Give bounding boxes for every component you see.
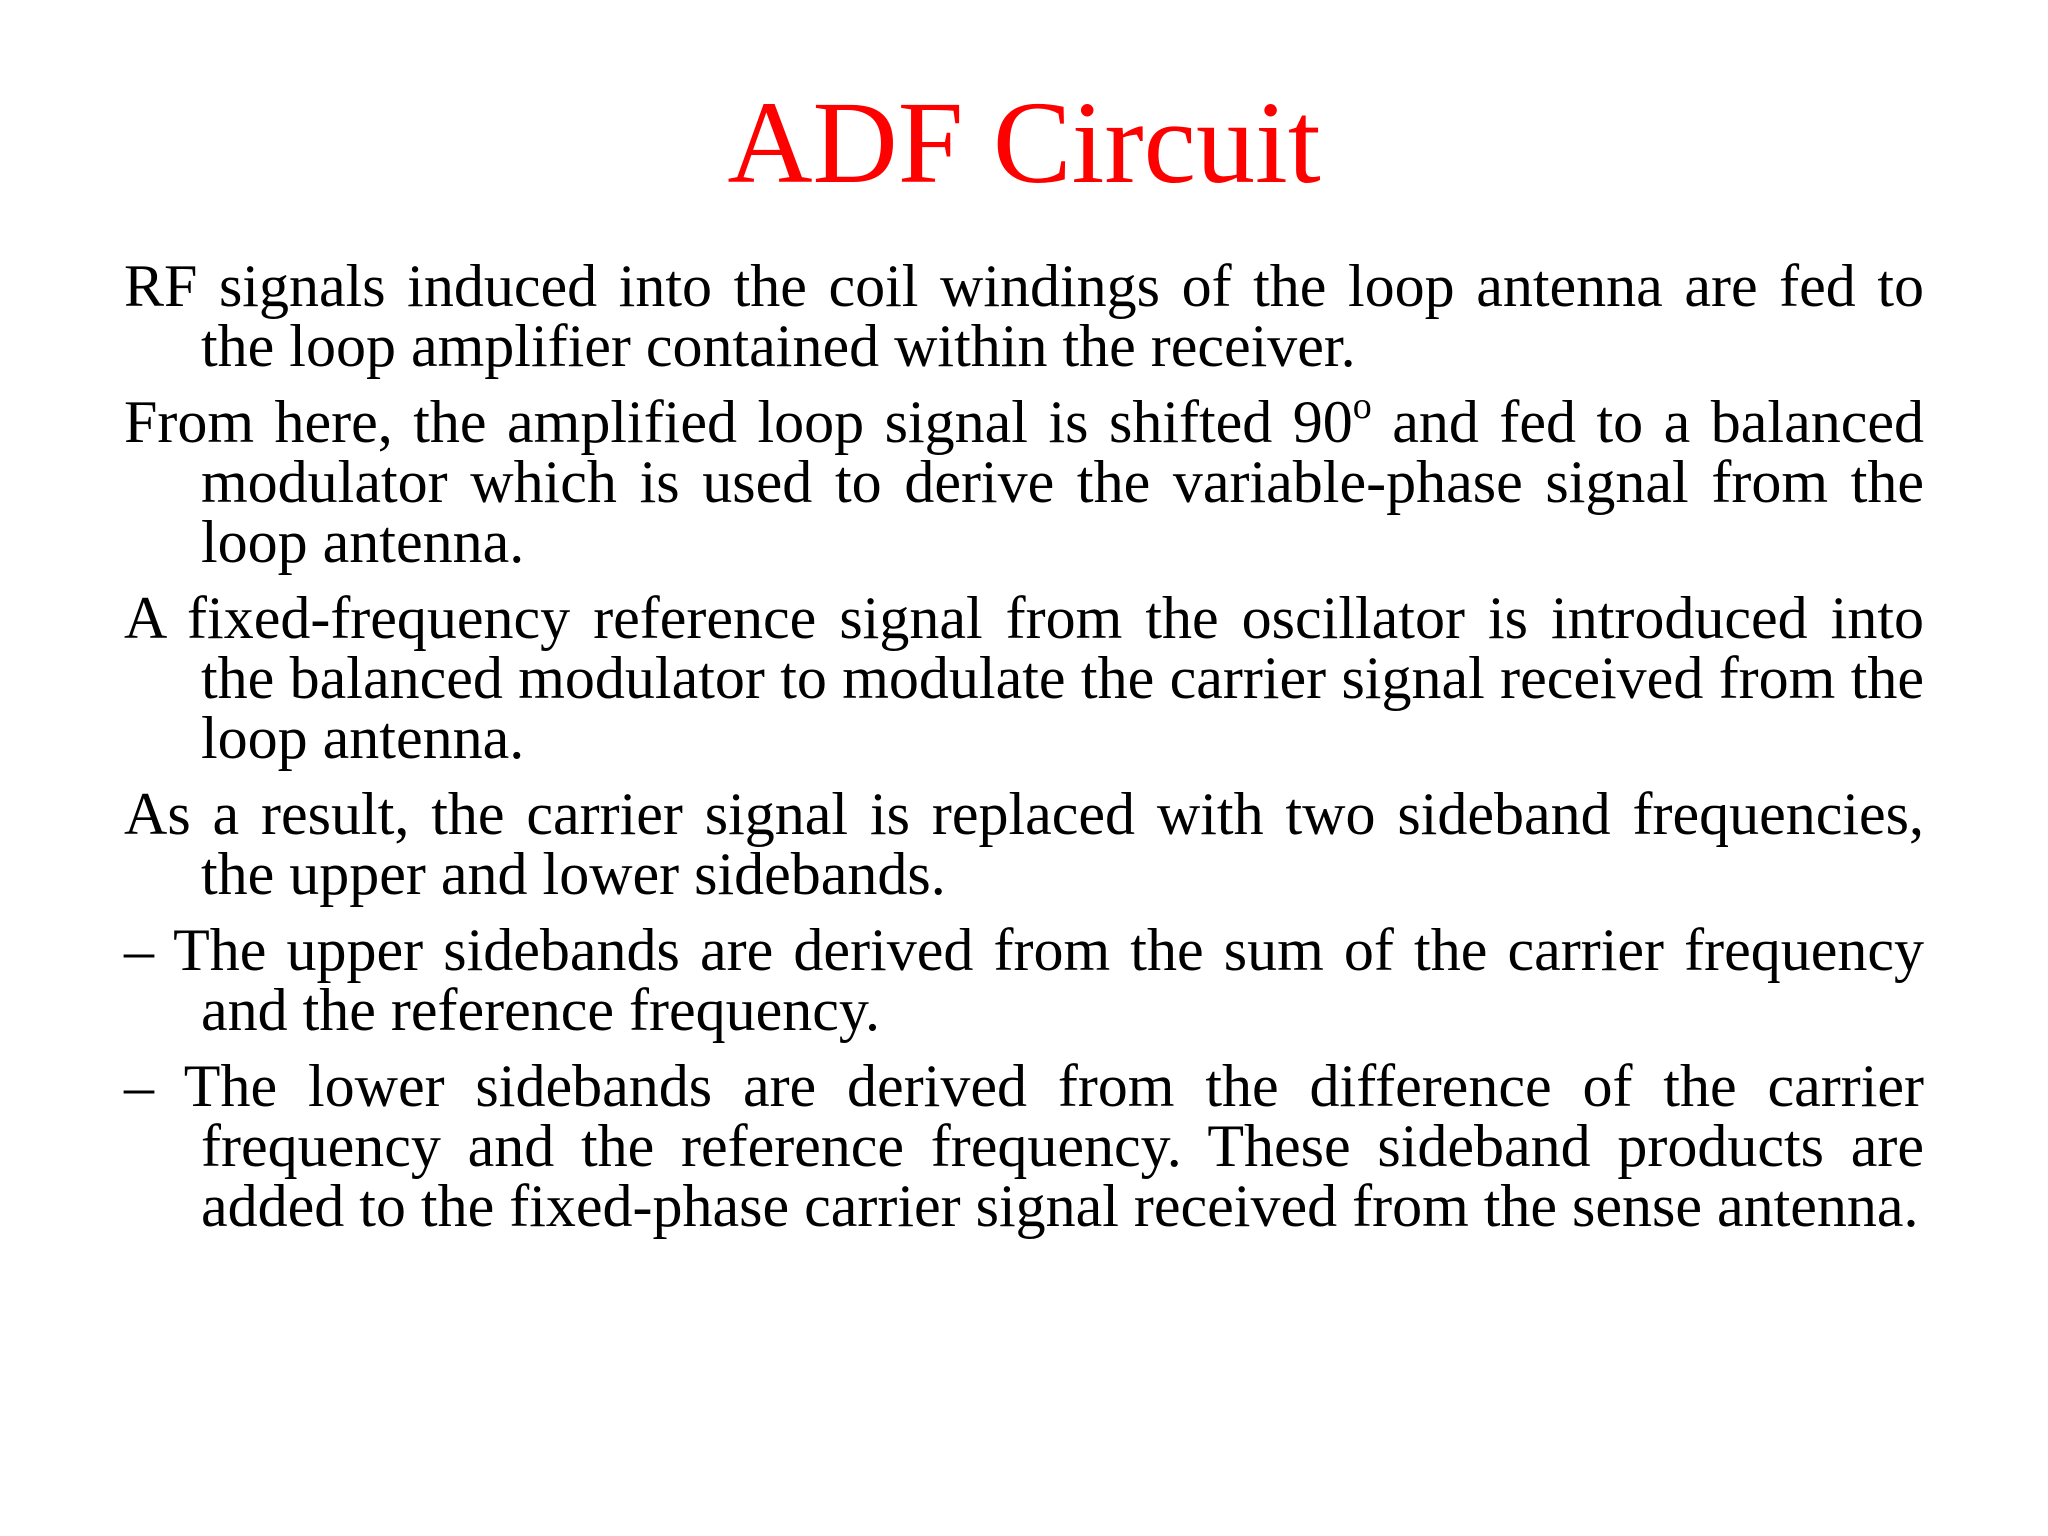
paragraph-rf-signals: RF signals induced into the coil windings of the loop antenna are fed to the loop amplifier contained within the receiver.	[124, 253, 1924, 379]
paragraph-phase-shift	[124, 385, 1924, 575]
paragraph-lower-sidebands: – The lower sidebands are derived from the difference of the carrier frequency and the reference frequency. These sideband products are added to the fixed-phase carrier signal received from the sense antenna.	[124, 1053, 1924, 1239]
slide-title: ADF Circuit	[727, 77, 1321, 208]
paragraph-sidebands: As a result, the carrier signal is replaced with two sideband frequencies, the upper and lower sidebands.	[124, 781, 1924, 907]
paragraph-upper-sidebands: – The upper sidebands are derived from the sum of the carrier frequency and the reference frequency.	[124, 917, 1924, 1043]
paragraph-reference-signal: A fixed-frequency reference signal from the oscillator is introduced into the balanced modulator to modulate the carrier signal received from the loop antenna.	[124, 585, 1924, 771]
paragraph-phase-shift-start: From here, the amplified loop signal is shifted 90	[124, 389, 1353, 455]
paragraph-phase-shift-end: and fed to a balanced modulator which is used to derive the variable-phase signal from the loop antenna.	[201, 389, 1924, 575]
slide-body	[124, 253, 1924, 1252]
degree-superscript: o	[1352, 385, 1372, 427]
